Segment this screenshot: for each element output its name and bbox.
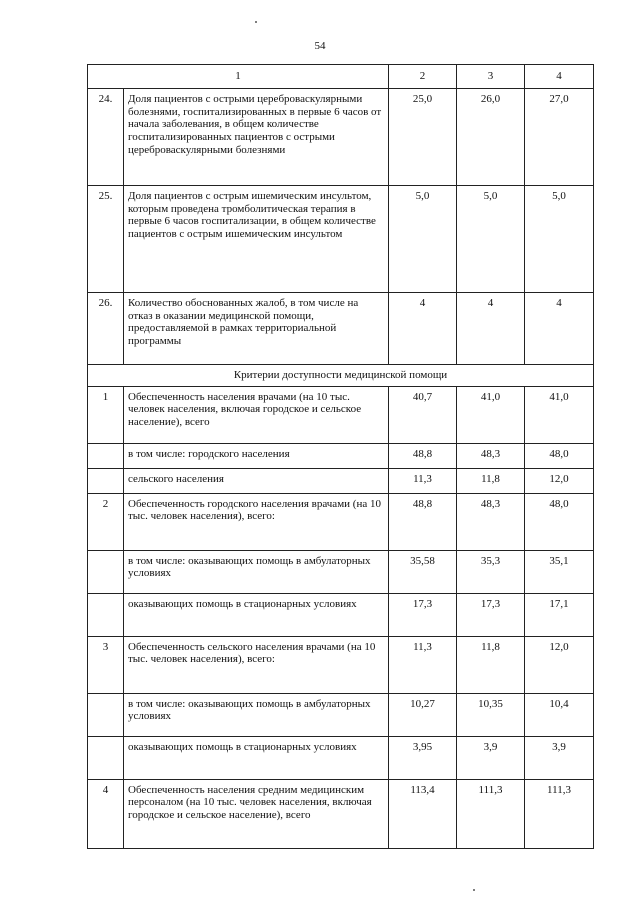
section-title: Критерии доступности медицинской помощи <box>88 364 594 386</box>
table-row <box>88 636 594 693</box>
table-row <box>88 292 594 364</box>
table-row <box>88 185 594 292</box>
header-cell: 4 <box>525 65 594 89</box>
row-text: Обеспеченность населения врачами (на 10 тыс. человек населения, включая городское и сельское население), всего <box>124 386 389 443</box>
row-text: Доля пациентов с острым ишемическим инсультом, которым проведена тромболитическая терапия в первые 6 часов госпитализации, в общем количестве пациентов с острым ишемическим инсультом <box>124 185 389 292</box>
value-cell: 48,3 <box>457 443 525 468</box>
value-cell: 35,58 <box>389 550 457 593</box>
value-cell: 3,9 <box>525 736 594 779</box>
value-cell: 111,3 <box>457 779 525 848</box>
value-cell: 3,95 <box>389 736 457 779</box>
row-number: 24. <box>88 88 124 185</box>
row-text: Количество обоснованных жалоб, в том числе на отказ в оказании медицинской помощи, предоставляемой в рамках территориальной программы <box>124 292 389 364</box>
row-text: оказывающих помощь в стационарных условиях <box>124 593 389 636</box>
value-cell: 3,9 <box>457 736 525 779</box>
value-cell: 11,8 <box>457 636 525 693</box>
table-header-row <box>88 65 594 89</box>
table-row <box>88 468 594 493</box>
row-text: в том числе: оказывающих помощь в амбулаторных условиях <box>124 550 389 593</box>
table-row <box>88 736 594 779</box>
value-cell: 4 <box>457 292 525 364</box>
value-cell: 27,0 <box>525 88 594 185</box>
section-row <box>88 364 594 386</box>
value-cell: 17,1 <box>525 593 594 636</box>
scan-speck <box>473 889 475 891</box>
header-cell: 1 <box>88 65 389 89</box>
row-text: оказывающих помощь в стационарных условиях <box>124 736 389 779</box>
value-cell: 10,35 <box>457 693 525 736</box>
row-number: 2 <box>88 493 124 550</box>
row-number <box>88 736 124 779</box>
scan-speck <box>255 21 257 23</box>
row-text: в том числе: городского населения <box>124 443 389 468</box>
table-row <box>88 593 594 636</box>
row-text: в том числе: оказывающих помощь в амбулаторных условиях <box>124 693 389 736</box>
row-number: 4 <box>88 779 124 848</box>
value-cell: 111,3 <box>525 779 594 848</box>
value-cell: 48,3 <box>457 493 525 550</box>
value-cell: 17,3 <box>389 593 457 636</box>
value-cell: 25,0 <box>389 88 457 185</box>
value-cell: 48,0 <box>525 443 594 468</box>
header-cell: 3 <box>457 65 525 89</box>
row-number <box>88 693 124 736</box>
page-number: 54 <box>314 40 326 52</box>
value-cell: 35,1 <box>525 550 594 593</box>
table-row <box>88 88 594 185</box>
row-text: Доля пациентов с острыми цереброваскулярными болезнями, госпитализированных в первые 6 часов от начала заболевания, в общем количестве госпитализированных пациентов с острыми цереброваскулярными болезнями <box>124 88 389 185</box>
row-text: Обеспеченность городского населения врачами (на 10 тыс. человек населения), всего: <box>124 493 389 550</box>
value-cell: 113,4 <box>389 779 457 848</box>
value-cell: 48,0 <box>525 493 594 550</box>
table-row <box>88 779 594 848</box>
table-row <box>88 443 594 468</box>
value-cell: 5,0 <box>389 185 457 292</box>
row-number <box>88 468 124 493</box>
value-cell: 35,3 <box>457 550 525 593</box>
value-cell: 11,3 <box>389 468 457 493</box>
value-cell: 40,7 <box>389 386 457 443</box>
value-cell: 17,3 <box>457 593 525 636</box>
criteria-table <box>87 64 594 849</box>
row-number: 25. <box>88 185 124 292</box>
table-row <box>88 386 594 443</box>
row-text: Обеспеченность населения средним медицинским персоналом (на 10 тыс. человек населения, включая городское и сельское население), всего <box>124 779 389 848</box>
table-row <box>88 493 594 550</box>
value-cell: 12,0 <box>525 468 594 493</box>
row-number: 26. <box>88 292 124 364</box>
row-number <box>88 443 124 468</box>
row-text: сельского населения <box>124 468 389 493</box>
value-cell: 41,0 <box>525 386 594 443</box>
value-cell: 4 <box>389 292 457 364</box>
value-cell: 12,0 <box>525 636 594 693</box>
value-cell: 5,0 <box>525 185 594 292</box>
row-number <box>88 550 124 593</box>
value-cell: 11,3 <box>389 636 457 693</box>
value-cell: 26,0 <box>457 88 525 185</box>
table-row <box>88 693 594 736</box>
header-cell: 2 <box>389 65 457 89</box>
row-number: 1 <box>88 386 124 443</box>
table-row <box>88 550 594 593</box>
row-number <box>88 593 124 636</box>
value-cell: 10,27 <box>389 693 457 736</box>
value-cell: 41,0 <box>457 386 525 443</box>
value-cell: 4 <box>525 292 594 364</box>
value-cell: 5,0 <box>457 185 525 292</box>
value-cell: 10,4 <box>525 693 594 736</box>
value-cell: 48,8 <box>389 443 457 468</box>
value-cell: 48,8 <box>389 493 457 550</box>
row-number: 3 <box>88 636 124 693</box>
row-text: Обеспеченность сельского населения врачами (на 10 тыс. человек населения), всего: <box>124 636 389 693</box>
value-cell: 11,8 <box>457 468 525 493</box>
